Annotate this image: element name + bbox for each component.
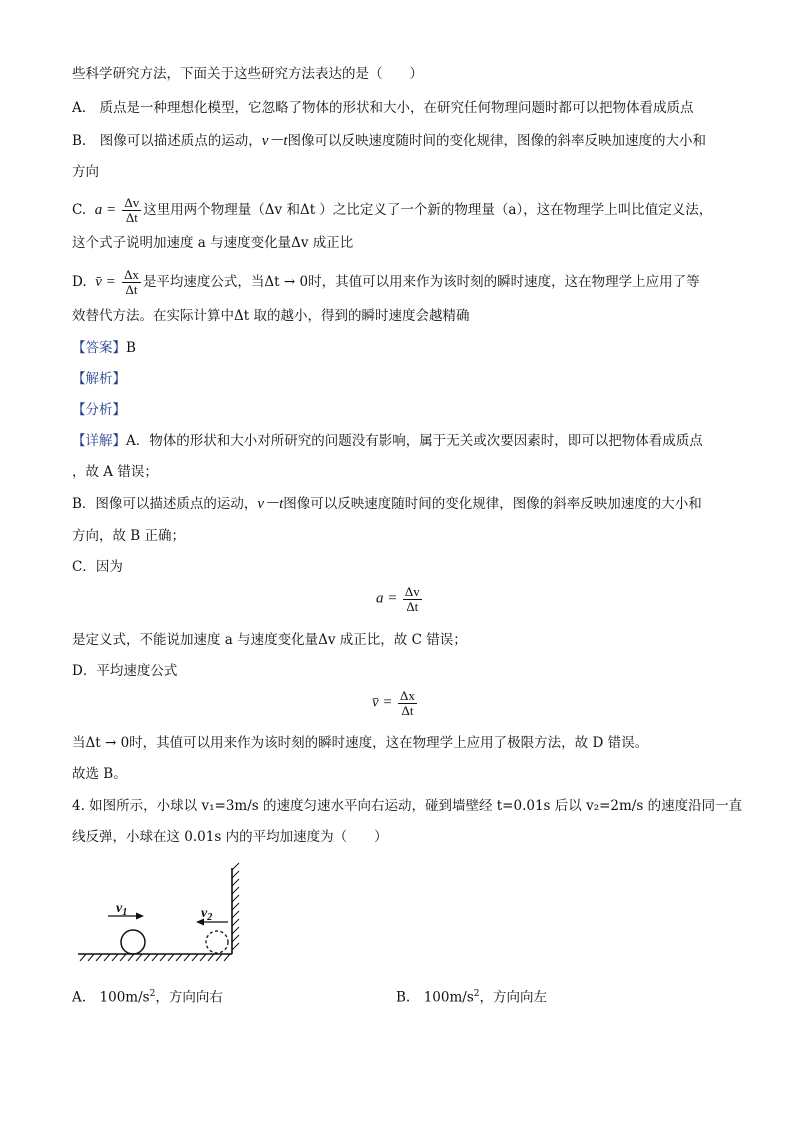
option-d-label: D. bbox=[72, 274, 87, 290]
option-c-lhs: a = bbox=[94, 202, 117, 218]
option-d-cont: 效替代方法。在实际计算中Δt 取的越小，得到的瞬时速度会越精确 bbox=[72, 308, 470, 324]
formula-a-numerator: Δv bbox=[404, 584, 420, 599]
question-4-option-a-post: ，方向向右 bbox=[155, 989, 223, 1006]
option-d-numerator: Δx bbox=[124, 267, 139, 282]
ground bbox=[78, 954, 232, 961]
formula-v-denominator: Δt bbox=[401, 703, 414, 718]
question-4-option-a bbox=[72, 984, 223, 1008]
option-d-text: 是平均速度公式，当Δt → 0时，其值可以用来作为该时刻的瞬时速度，这在物理学上应用了等 bbox=[142, 274, 700, 290]
question-intro: 些科学研究方法，下面关于这些研究方法表达的是（ ） bbox=[72, 66, 423, 82]
fenxi-tag: 【分析】 bbox=[72, 402, 126, 418]
formula-v-fraction bbox=[398, 689, 417, 718]
detail-c: C．因为 bbox=[72, 559, 123, 575]
formula-v-lhs: v̄ = bbox=[372, 694, 393, 711]
detail-d-cont: 当Δt → 0时，其值可以用来作为该时刻的瞬时速度，这在物理学上应用了极限方法，故 D 错误。 bbox=[72, 735, 649, 751]
choose-line: 故选 B。 bbox=[72, 766, 127, 782]
question-4-option-b-pre: B. 100m/s bbox=[396, 989, 474, 1006]
wall bbox=[232, 863, 239, 954]
ball-solid bbox=[121, 930, 145, 954]
option-c-label: C. bbox=[72, 202, 87, 218]
detail-a-text: A．物体的形状和大小对所研究的问题没有影响，属于无关或次要因素时，即可以把物体看成质点 bbox=[126, 433, 703, 449]
detail-d: D．平均速度公式 bbox=[72, 663, 178, 679]
question-4-line-1: 4. 如图所示，小球以 v₁=3m/s 的速度匀速水平向右运动，碰到墙壁经 t=0.01s 后以 v₂=2m/s 的速度沿同一直 bbox=[72, 798, 743, 814]
formula-average-velocity bbox=[372, 689, 419, 718]
option-c-cont: 这个式子说明加速度 a 与速度变化量Δv 成正比 bbox=[72, 235, 354, 251]
analysis-tag: 【解析】 bbox=[72, 371, 126, 387]
question-4-line-2: 线反弹，小球在这 0.01s 内的平均加速度为（ ） bbox=[72, 829, 388, 845]
ball-dashed bbox=[206, 931, 228, 953]
detail-a-cont: ，故 A 错误； bbox=[72, 464, 158, 480]
question-4-option-a-sup: 2 bbox=[149, 989, 156, 999]
question-4-option-b bbox=[396, 984, 547, 1008]
ball-wall-diagram bbox=[72, 862, 252, 967]
detail-b-cont: 方向，故 B 正确； bbox=[72, 528, 186, 544]
detail-b-post: 图像可以反映速度随时间的变化规律，图像的斜率反映加速度的大小和 bbox=[283, 496, 702, 512]
option-d-denominator: Δt bbox=[125, 282, 138, 297]
option-a: A. 质点是一种理想化模型，它忽略了物体的形状和大小，在研究任何物理问题时都可以把物体看成质点 bbox=[72, 100, 694, 116]
question-4-option-b-post: ，方向向左 bbox=[479, 989, 547, 1006]
formula-a-fraction bbox=[403, 585, 422, 614]
option-b-vt: v－t bbox=[261, 133, 288, 149]
option-c-numerator: Δv bbox=[124, 195, 140, 210]
detail-b bbox=[72, 494, 702, 514]
option-c-fraction bbox=[122, 196, 141, 225]
option-c-denominator: Δt bbox=[125, 210, 138, 225]
option-d-lhs: v̄ = bbox=[95, 274, 116, 290]
option-d bbox=[72, 268, 700, 297]
option-d-fraction bbox=[122, 268, 141, 297]
formula-v-numerator: Δx bbox=[400, 688, 415, 703]
option-c-text: 这里用两个物理量（Δv 和Δt ）之比定义了一个新的物理量（a），这在物理学上叫比值定义法， bbox=[143, 202, 713, 218]
detail-a bbox=[72, 431, 703, 451]
option-c bbox=[72, 196, 712, 225]
detail-b-pre: B．图像可以描述质点的运动， bbox=[72, 496, 258, 512]
answer-line bbox=[72, 338, 136, 358]
option-b-text-pre: B. 图像可以描述质点的运动， bbox=[72, 133, 262, 149]
question-4-option-a-pre: A. 100m/s bbox=[72, 989, 150, 1006]
question-4-option-b-sup: 2 bbox=[473, 989, 480, 999]
formula-acceleration bbox=[376, 585, 424, 614]
detail-c-cont: 是定义式，不能说加速度 a 与速度变化量Δv 成正比，故 C 错误； bbox=[72, 632, 467, 648]
v2-label: $v_2$ bbox=[201, 906, 213, 923]
answer-tag: 【答案】 bbox=[72, 340, 126, 356]
option-b-text-post: 图像可以反映速度随时间的变化规律，图像的斜率反映加速度的大小和 bbox=[287, 133, 707, 149]
option-b-cont: 方向 bbox=[72, 164, 99, 180]
formula-a-lhs: a = bbox=[376, 590, 398, 607]
detail-b-vt: v－t bbox=[257, 496, 284, 512]
option-b bbox=[72, 131, 706, 151]
v1-label: $v_1$ bbox=[116, 901, 128, 918]
answer-value: B bbox=[126, 340, 136, 356]
formula-a-denominator: Δt bbox=[406, 599, 419, 614]
detail-tag: 【详解】 bbox=[72, 433, 126, 449]
